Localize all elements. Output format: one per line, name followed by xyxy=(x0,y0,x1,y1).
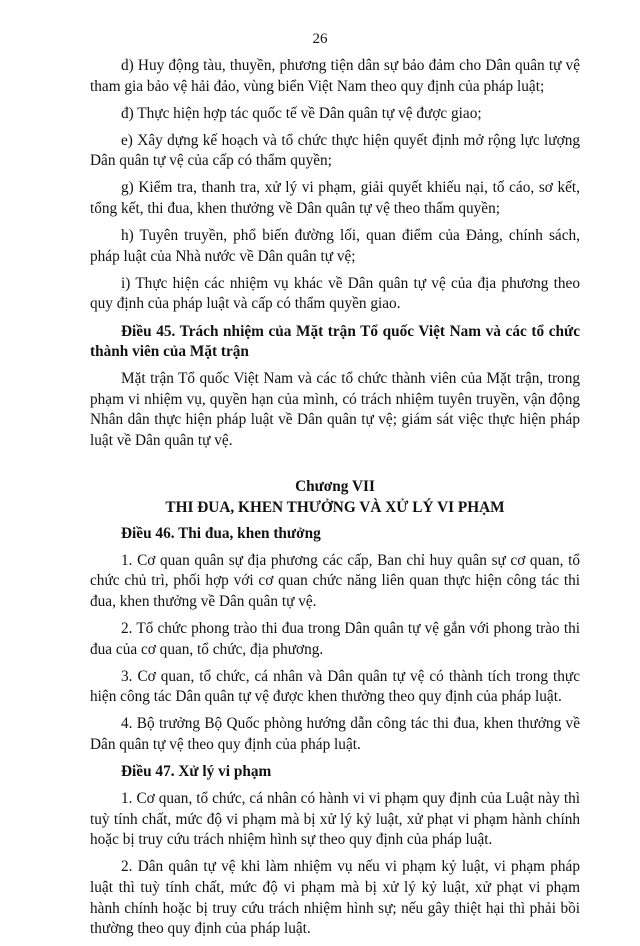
clause-e: e) Xây dựng kế hoạch và tổ chức thực hiện quyết định mở rộng lực lượng Dân quân tự vệ của cấp có thẩm quyền; xyxy=(90,131,580,170)
article-46-clause-2: 2. Tổ chức phong trào thi đua trong Dân quân tự vệ gắn với phong trào thi đua của cơ quan, tổ chức, địa phương. xyxy=(90,619,580,658)
document-body xyxy=(90,56,580,946)
article-46-clause-4: 4. Bộ trưởng Bộ Quốc phòng hướng dẫn công tác thi đua, khen thưởng về Dân quân tự vệ theo quy định của pháp luật. xyxy=(90,715,580,753)
article-46-clause-3: 3. Cơ quan, tổ chức, cá nhân và Dân quân tự vệ có thành tích trong thực hiện công tác Dân quân tự vệ được khen thưởng theo quy định của pháp luật. xyxy=(90,667,580,706)
article-47-clause-1: 1. Cơ quan, tổ chức, cá nhân có hành vi vi phạm quy định của Luật này thì tuỳ tính chất, mức độ vi phạm mà bị xử lý kỷ luật, xử phạt vi phạm hành chính hoặc bị truy cứu trách nhiệm hình sự theo quy định của pháp luật. xyxy=(90,790,580,849)
article-47-heading: Điều 47. Xử lý vi phạm xyxy=(121,763,272,781)
chapter-number: Chương VII xyxy=(295,477,375,495)
article-46-heading: Điều 46. Thi đua, khen thưởng xyxy=(121,524,321,542)
clause-d: d) Huy động tàu, thuyền, phương tiện dân sự bảo đảm cho Dân quân tự vệ tham gia bảo vệ hải đảo, vùng biển Việt Nam theo quy định của pháp luật; xyxy=(90,57,580,95)
clause-dd: đ) Thực hiện hợp tác quốc tế về Dân quân tự vệ được giao; xyxy=(121,104,482,122)
chapter-title: THI ĐUA, KHEN THƯỞNG VÀ XỬ LÝ VI PHẠM xyxy=(165,498,505,516)
article-46-clause-1: 1. Cơ quan quân sự địa phương các cấp, Ban chỉ huy quân sự cơ quan, tổ chức chủ trì, phối hợp với cơ quan chức năng liên quan thực hiện công tác thi đua, khen thưởng về Dân quân tự vệ. xyxy=(90,551,580,610)
article-47-clause-2: 2. Dân quân tự vệ khi làm nhiệm vụ nếu vi phạm kỷ luật, vi phạm pháp luật thì tuỳ tính chất, mức độ vi phạm mà bị xử lý kỷ luật, xử phạt vi phạm hành chính hoặc bị truy cứu trách nhiệm hình sự; nếu gây thiệt hại thì phải bồi thường theo quy định của pháp luật. xyxy=(90,858,580,938)
article-45-body: Mặt trận Tổ quốc Việt Nam và các tổ chức thành viên của Mặt trận, trong phạm vi nhiệm vụ, quyền hạn của mình, có trách nhiệm tuyên truyền, vận động Nhân dân thực hiện pháp luật về Dân quân tự vệ; giám sát việc thực hiện pháp luật về Dân quân tự vệ. xyxy=(90,370,580,449)
clause-h: h) Tuyên truyền, phổ biến đường lối, quan điểm của Đảng, chính sách, pháp luật của Nhà nước về Dân quân tự vệ; xyxy=(90,227,580,265)
article-45-heading: Điều 45. Trách nhiệm của Mặt trận Tổ quốc Việt Nam và các tổ chức thành viên của Mặt trận xyxy=(90,322,580,361)
clause-i: i) Thực hiện các nhiệm vụ khác về Dân quân tự vệ của địa phương theo quy định của pháp luật và cấp có thẩm quyền giao. xyxy=(90,274,580,313)
clause-g: g) Kiểm tra, thanh tra, xử lý vi phạm, giải quyết khiếu nại, tố cáo, sơ kết, tổng kết, thi đua, khen thưởng về Dân quân tự vệ theo thẩm quyền; xyxy=(90,179,580,218)
page-number: 26 xyxy=(312,31,328,47)
